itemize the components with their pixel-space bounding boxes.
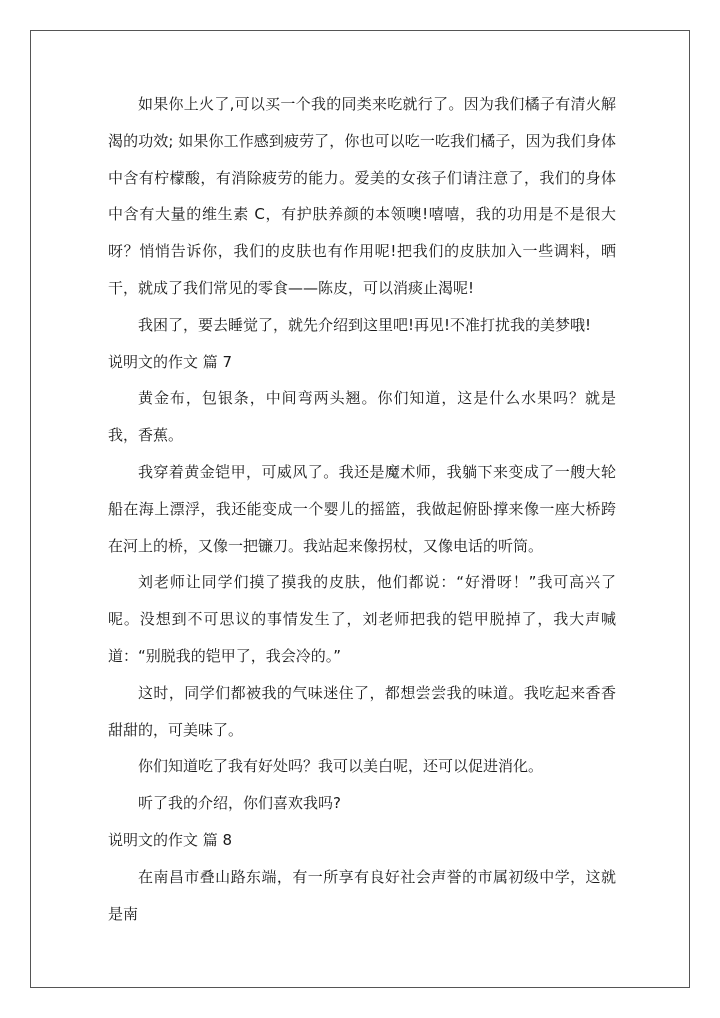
document-body: [108, 86, 616, 932]
paragraph-banana-riddle: 黄金布，包银条，中间弯两头翘。你们知道，这是什么水果吗？就是我，香蕉。: [108, 389, 616, 445]
paragraph-school-intro: 在南昌市叠山路东端，有一所享有良好社会声誉的市属初级中学，这就是南: [108, 867, 616, 923]
section-heading-8: 说明文的作文 篇 8: [108, 830, 233, 849]
paragraph-banana-shapes: 我穿着黄金铠甲，可威风了。我还是魔术师，我躺下来变成了一艘大轮船在海上漂浮，我还能变成一个婴儿的摇篮，我做起俯卧撑来像一座大桥跨在河上的桥，又像一把镰刀。我站起来像拐杖，又像电话的听筒。: [108, 462, 616, 555]
paragraph-orange-benefits: 如果你上火了,可以买一个我的同类来吃就行了。因为我们橘子有清火解渴的功效; 如果你工作感到疲劳了，你也可以吃一吃我们橘子，因为我们身体中含有柠檬酸，有消除疲劳的能力。爱美的女孩子们请注意了，我们的身体中含有大量的维生素 C，有护肤养颜的本领噢!嘻嘻，我的功用是不是很大呀？悄悄告诉你，我们的皮肤也有作用呢!把我们的皮肤加入一些调料，晒干，就成了我们常见的零食——陈皮，可以消痰止渴呢!: [108, 95, 616, 297]
paragraph-orange-goodbye: 我困了，要去睡觉了，就先介绍到这里吧!再见!不准打扰我的美梦哦!: [138, 315, 592, 334]
paragraph-banana-question: 听了我的介绍，你们喜欢我吗?: [138, 794, 341, 813]
paragraph-banana-taste: 这时，同学们都被我的气味迷住了，都想尝尝我的味道。我吃起来香香甜甜的，可美味了。: [108, 683, 616, 739]
paragraph-banana-skin: 刘老师让同学们摸了摸我的皮肤，他们都说：“好滑呀！”我可高兴了呢。没想到不可思议的事情发生了，刘老师把我的铠甲脱掉了，我大声喊道：“别脱我的铠甲了，我会冷的。”: [108, 573, 616, 665]
paragraph-banana-benefits: 你们知道吃了我有好处吗？我可以美白呢，还可以促进消化。: [138, 757, 544, 776]
section-heading-7: 说明文的作文 篇 7: [108, 352, 233, 371]
